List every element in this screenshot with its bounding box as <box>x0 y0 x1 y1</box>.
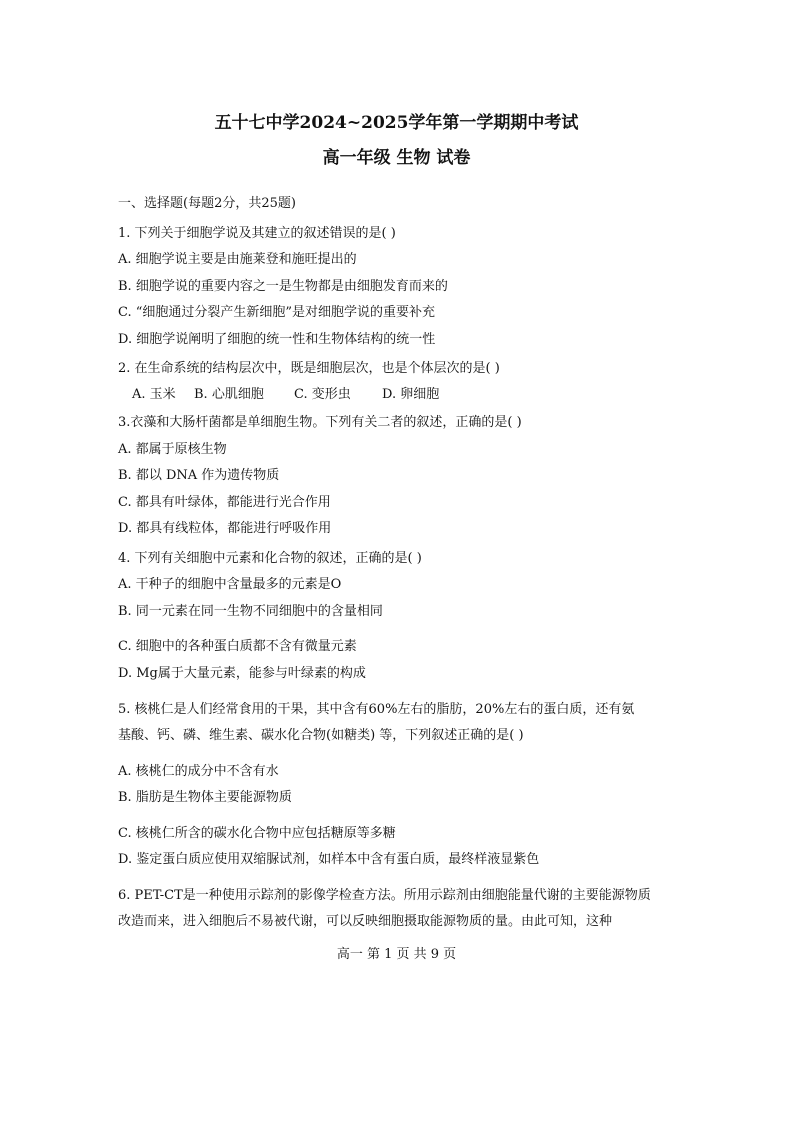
q3-stem: 3.衣藻和大肠杆菌都是单细胞生物。下列有关二者的叙述，正确的是( ) <box>118 415 522 430</box>
q5-option-d: D. 鉴定蛋白质应使用双缩脲试剂，如样本中含有蛋白质，最终样液显紫色 <box>118 852 540 867</box>
q1-option-d: D. 细胞学说阐明了细胞的统一性和生物体结构的统一性 <box>118 332 436 347</box>
q4-option-a: A. 干种子的细胞中含量最多的元素是O <box>118 577 342 592</box>
q2-option-a: A. 玉米 <box>132 387 176 402</box>
q4-option-b: B. 同一元素在同一生物不同细胞中的含量相同 <box>118 604 383 619</box>
q2-options <box>132 387 439 403</box>
q3-option-c: C. 都具有叶绿体，都能进行光合作用 <box>118 495 331 510</box>
q2-option-b: B. 心肌细胞 <box>194 387 264 402</box>
q6-stem-line2: 改造而来，进入细胞后不易被代谢，可以反映细胞摄取能源物质的量。由此可知，这种 <box>118 914 613 929</box>
q3-option-a: A. 都属于原核生物 <box>118 442 227 457</box>
q5-option-c: C. 核桃仁所含的碳水化合物中应包括糖原等多糖 <box>118 826 396 841</box>
q1-stem: 1. 下列关于细胞学说及其建立的叙述错误的是( ) <box>118 226 396 241</box>
q5-stem-line2: 基酸、钙、磷、维生素、碳水化合物(如糖类) 等，下列叙述正确的是( ) <box>118 728 524 743</box>
q5-option-b: B. 脂肪是生物体主要能源物质 <box>118 790 292 805</box>
exam-subtitle: 高一年级 生物 试卷 <box>322 148 471 168</box>
q3-option-b: B. 都以 DNA 作为遗传物质 <box>118 468 280 483</box>
q2-option-d: D. 卵细胞 <box>382 387 440 402</box>
q2-option-c: C. 变形虫 <box>294 387 351 402</box>
q1-option-c: C. “细胞通过分裂产生新细胞”是对细胞学说的重要补充 <box>118 305 436 320</box>
q1-option-b: B. 细胞学说的重要内容之一是生物都是由细胞发育而来的 <box>118 279 448 294</box>
exam-title: 五十七中学2024~2025学年第一学期期中考试 <box>214 113 579 133</box>
q4-option-c: C. 细胞中的各种蛋白质都不含有微量元素 <box>118 639 357 654</box>
q4-stem: 4. 下列有关细胞中元素和化合物的叙述，正确的是( ) <box>118 551 422 566</box>
q4-option-d: D. Mg属于大量元素，能参与叶绿素的构成 <box>118 666 366 681</box>
q3-option-d: D. 都具有线粒体，都能进行呼吸作用 <box>118 521 332 536</box>
q6-stem-line1: 6. PET-CT是一种使用示踪剂的影像学检查方法。所用示踪剂由细胞能量代谢的主要能源物质 <box>118 888 651 903</box>
page-footer: 高一 第 1 页 共 9 页 <box>336 947 457 962</box>
q5-option-a: A. 核桃仁的成分中不含有水 <box>118 764 279 779</box>
q5-stem-line1: 5. 核桃仁是人们经常食用的干果，其中含有60%左右的脂肪，20%左右的蛋白质，还有氨 <box>118 702 635 717</box>
section-heading: 一、选择题(每题2分，共25题) <box>118 196 296 211</box>
q2-stem: 2. 在生命系统的结构层次中，既是细胞层次，也是个体层次的是( ) <box>118 361 500 376</box>
q1-option-a: A. 细胞学说主要是由施莱登和施旺提出的 <box>118 252 357 267</box>
